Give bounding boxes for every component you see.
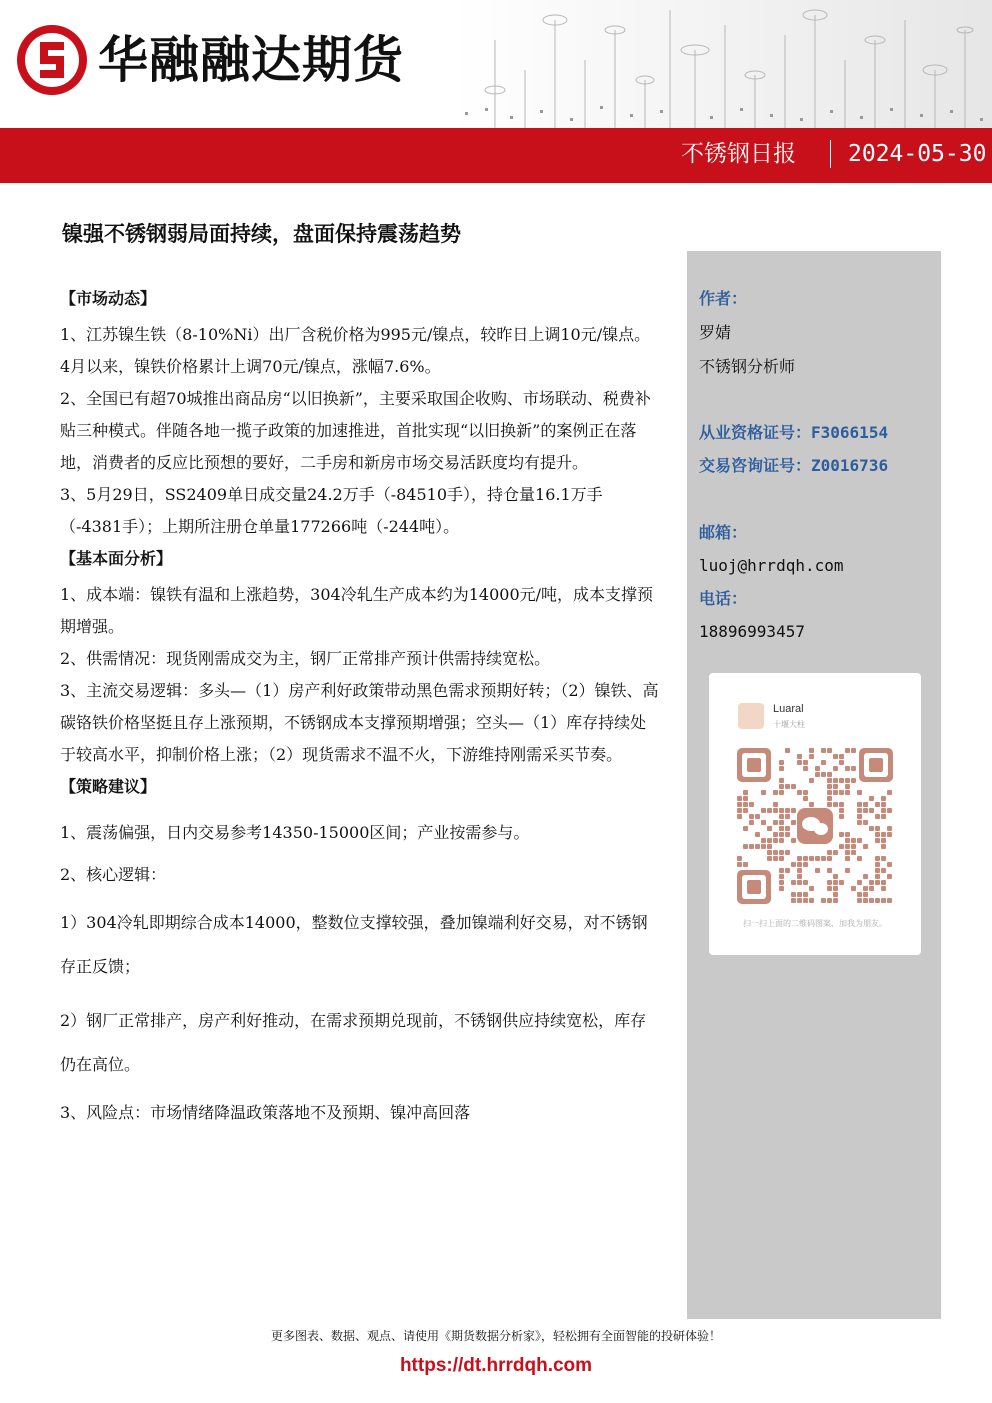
section-heading-strategy: 【策略建议】 [60,777,157,796]
strategy-paragraph: 3、风险点：市场情绪降温政策落地不及预期、镍冲高回落 [60,1103,471,1122]
strategy-paragraph: 2）钢厂正常排产，房产利好推动，在需求预期兑现前，不锈钢供应持续宽松，库存仍在高位。 [60,1011,647,1074]
license-row [699,422,888,444]
consult-label: 交易咨询证号： [699,456,812,475]
market-paragraph: 1、江苏镍生铁（8-10%Ni）出厂含税价格为995元/镍点，较昨日上调10元/镍点。4月以来，镍铁价格累计上调70元/镍点，涨幅7.6%。 [60,325,651,376]
strategy-paragraph: 1、震荡偏强，日内交易参考14350-15000区间；产业按需参与。 [60,823,530,842]
banner-divider [830,140,831,168]
footer-link[interactable]: https://dt.hrrdqh.com [399,1355,593,1376]
report-body [60,283,660,1129]
qr-code-icon [737,748,893,904]
consult-row [699,455,888,477]
phone-label: 电话： [699,589,748,608]
author-title: 不锈钢分析师 [699,357,796,376]
email-value[interactable]: luoj@hrrdqh.com [699,556,844,575]
fundamental-paragraph: 3、主流交易逻辑：多头—（1）房产利好政策带动黑色需求预期好转；（2）镍铁、高碳铬铁价格坚挺且存上涨预期，不锈钢成本支撑预期增强；空头—（1）库存持续处于较高水平，抑制价格上涨；（2）现货需求不温不火，下游维持刚需采买节奏。 [60,681,659,764]
license-label: 从业资格证号： [699,423,812,442]
license-number: F3066154 [811,423,889,442]
header-decoration [455,0,992,128]
page-header [0,0,992,128]
wechat-qr-card [709,673,921,955]
market-paragraph: 3、5月29日，SS2409单日成交量24.2万手（-84510手），持仓量16.1万手（-4381手）；上期所注册仓单量177266吨（-244吨）。 [60,485,603,536]
fundamental-paragraph: 1、成本端：镍铁有温和上涨趋势，304冷轧生产成本约为14000元/吨，成本支撑预期增强。 [60,585,654,636]
company-name: 华融融达期货 [98,31,404,89]
author-label: 作者： [699,289,748,308]
consult-number: Z0016736 [811,456,889,475]
fundamental-paragraph: 2、供需情况：现货刚需成交为主，钢厂正常排产预计供需持续宽松。 [60,649,551,668]
section-heading-fundamental: 【基本面分析】 [60,549,173,568]
report-type: 不锈钢日报 [681,141,796,167]
qr-profile-sub: 十堰大柱 [773,720,805,729]
company-logo-icon [14,22,90,98]
page-title: 镍强不锈钢弱局面持续，盘面保持震荡趋势 [62,222,461,246]
report-banner [0,128,992,183]
section-heading-market: 【市场动态】 [60,289,157,308]
report-date: 2024-05-30 [848,141,987,167]
footer-promo: 更多图表、数据、观点、请使用《期货数据分析家》，轻松拥有全面智能的投研体验！ [270,1329,721,1343]
author-name: 罗婧 [699,323,732,342]
qr-profile-name: Luaral [773,703,804,715]
qr-caption: 扫一扫上面的二维码图案，加我为朋友。 [743,919,887,928]
market-paragraph: 2、全国已有超70城推出商品房“以旧换新”，主要采取国企收购、市场联动、税费补贴三种模式。伴随各地一揽子政策的加速推进，首批实现“以旧换新”的案例正在落地，消费者的反应比预想的要好，二手房和新房市场交易活跃度均有提升。 [60,389,651,472]
strategy-paragraph: 1）304冷轧即期综合成本14000，整数位支撑较强，叠加镍端利好交易，对不锈钢存正反馈； [60,913,648,976]
avatar [738,703,764,729]
strategy-paragraph: 2、核心逻辑： [60,865,167,884]
phone-value: 18896993457 [699,622,805,641]
email-label: 邮箱： [699,523,748,542]
